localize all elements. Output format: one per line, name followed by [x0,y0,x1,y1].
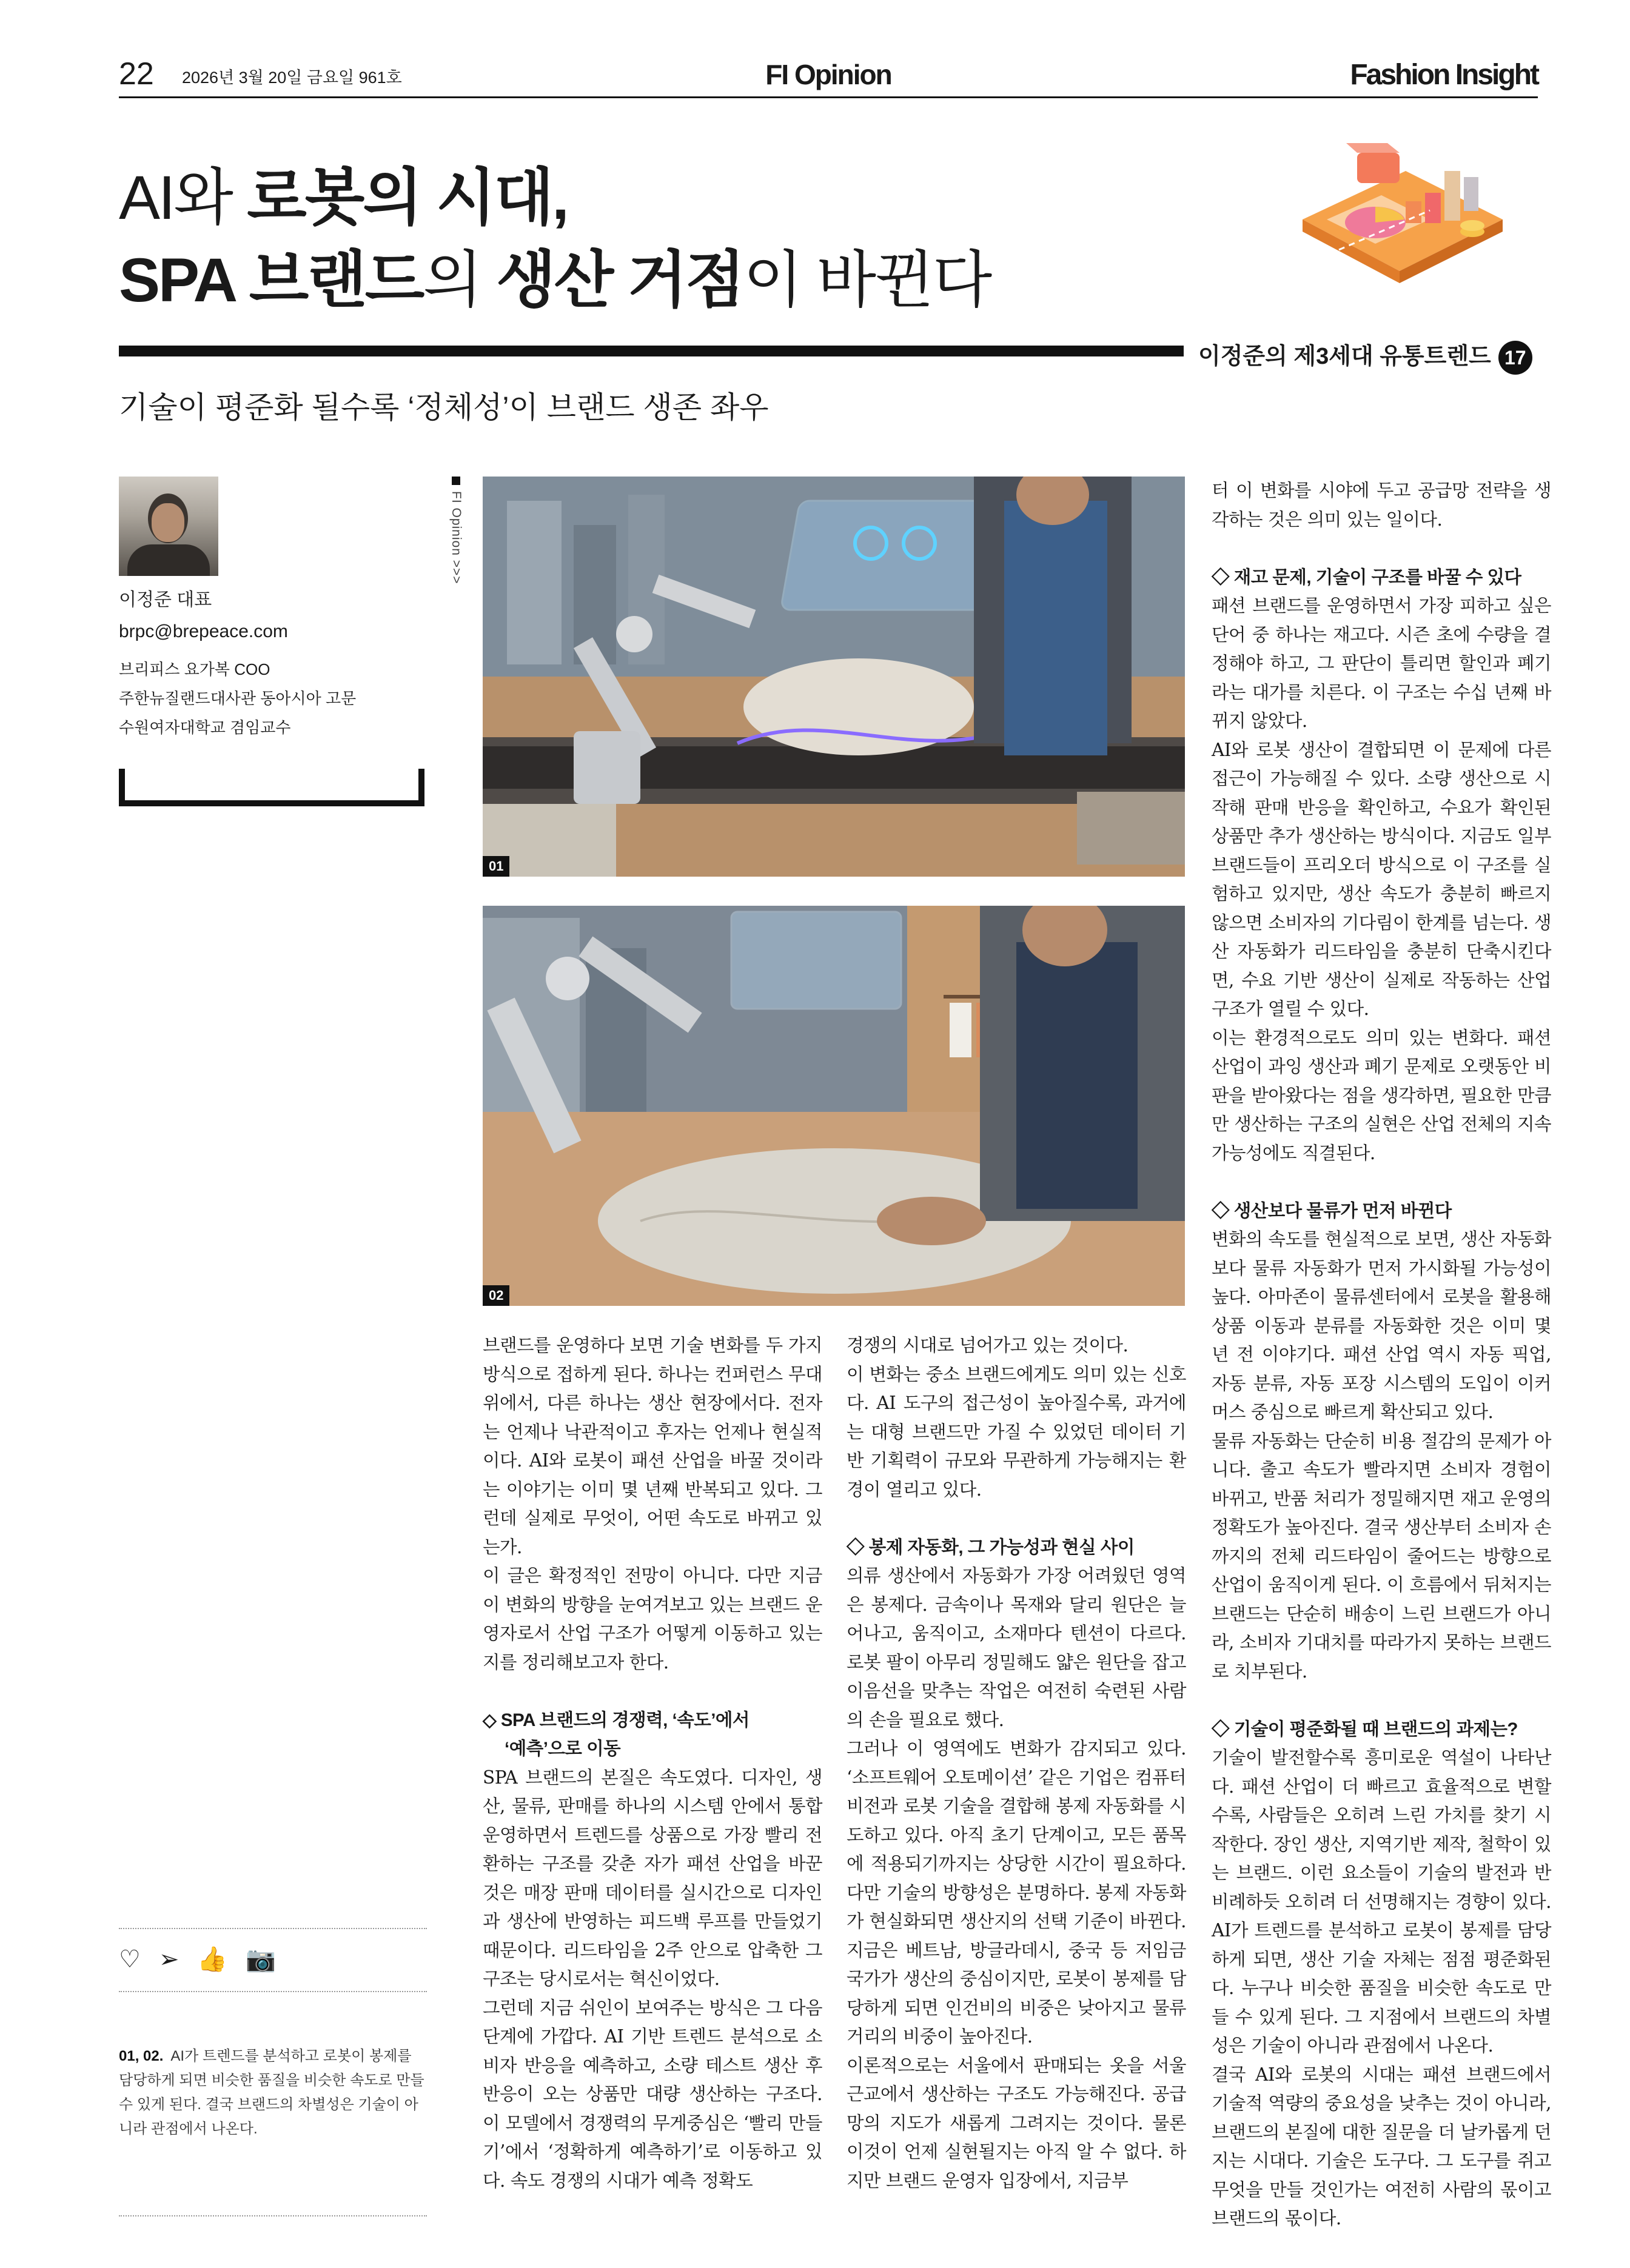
article-image-1 [483,477,1185,877]
paragraph: 그런데 지금 쉬인이 보여주는 방식은 그 다음 단계에 가깝다. AI 기반 트렌드 분석으로 소비자 반응을 예측하고, 소량 테스트 생산 후 반응이 오는 상품만 대량 생산하는 구조다. 이 모델에서 경쟁력의 무게중심은 ‘빨리 만들기’에서 ‘정확하게 예측하기’로 이동하고 있다. 속도 경쟁의 시대가 예측 정확도 [483,1997,822,2191]
paragraph: 터 이 변화를 시야에 두고 공급망 전략을 생각하는 것은 의미 있는 일이다. [1212,480,1551,530]
author-bracket [119,769,424,806]
section-heading: ◇ 기술이 평준화될 때 브랜드의 과제는? [1212,1719,1518,1739]
data-illustration-icon [1290,135,1509,286]
camera-icon[interactable]: 📷 [246,1945,276,1973]
paragraph: 패션 브랜드를 운영하면서 가장 피하고 싶은 단어 중 하나는 재고다. 시즌 초에 수량을 결정해야 하고, 그 판단이 틀리면 할인과 폐기라는 대가를 치른다. 이 구조는 수십 년째 바뀌지 않았다. [1212,595,1551,731]
section-heading: ◇ 재고 문제, 기술이 구조를 바꿀 수 있다 [1212,567,1521,587]
section-heading: ◇ SPA 브랜드의 경쟁력, ‘속도’에서 [483,1710,750,1730]
title-rule [119,346,1184,356]
section-heading: ◇ 생산보다 물류가 먼저 바뀐다 [1212,1200,1452,1221]
author-roles [119,655,356,742]
body-column-3 [1212,477,1551,2233]
author-role: 브리피스 요가복 COO [119,660,270,678]
author-email[interactable]: brpc@brepeace.com [119,621,288,641]
body-column-2 [847,1331,1186,2195]
heart-icon[interactable]: ♡ [119,1945,141,1973]
robot-arm-scene-2 [483,906,1185,1306]
divider [119,2215,427,2216]
paragraph: 물류 자동화는 단순히 비용 절감의 문제가 아니다. 출고 속도가 빨라지면 소비자 경험이 바뀌고, 반품 처리가 정밀해지면 재고 운영의 정확도가 높아진다. 결국 생산부터 소비자 손까지의 전체 리드타임이 줄어드는 방향으로 산업이 움직이게 된다. 이 흐름에서 뒤처지는 브랜드는 단순히 배송이 느린 브랜드가 아니라, 소비자 기대치를 따라가지 못하는 브랜드로 치부된다. [1212,1430,1551,1682]
author-role: 주한뉴질랜드대사관 동아시아 고문 [119,689,357,707]
paragraph: 경쟁의 시대로 넘어가고 있는 것이다. [847,1335,1129,1356]
paragraph: 결국 AI와 로봇의 시대는 패션 브랜드에서 기술적 역량의 중요성을 낮추는 것이 아니라, 브랜드의 본질에 대한 질문을 더 날카롭게 던지는 시대다. 기술은 도구다. 그 도구를 쥐고 무엇을 만들 것인가는 여전히 사람의 몫이고 브랜드의 몫이다. [1212,2064,1551,2229]
paragraph: 의류 생산에서 자동화가 가장 어려웠던 영역은 봉제다. 금속이나 목재와 달리 원단은 늘어나고, 움직이고, 소재마다 텐션이 다르다. 로봇 팔이 아무리 정밀해도 얇은 원단을 잡고 이음선을 맞추는 작업은 여전히 숙련된 사람의 손을 필요로 했다. [847,1565,1186,1730]
paragraph: SPA 브랜드의 본질은 속도였다. 디자인, 생산, 물류, 판매를 하나의 시스템 안에서 통합 운영하면서 트렌드를 상품으로 가장 빨리 전환하는 구조를 갖춘 자가 패션 산업을 바꾼 것은 매장 판매 데이터를 실시간으로 디자인과 생산에 반영하는 피드백 루프를 만들었기 때문이다. 리드타임을 2주 안으로 압축한 그 구조는 당시로서는 혁신이었다. [483,1767,822,1989]
share-toolbar [119,1946,276,1973]
paragraph: 이론적으로는 서울에서 판매되는 옷을 서울 근교에서 생산하는 구조도 가능해진다. 공급망의 지도가 새롭게 그려지는 것이다. 물론 이것이 언제 실현될지는 아직 알 수 없다. 하지만 브랜드 운영자 입장에서, 지금부 [847,2055,1186,2191]
headline-line-1: AI와 로봇의 시대, [119,163,568,232]
subheadline: 기술이 평준화 될수록 ‘정체성’이 브랜드 생존 좌우 [119,390,769,424]
section-title: FI Opinion [765,59,891,90]
paragraph: 변화의 속도를 현실적으로 보면, 생산 자동화보다 물류 자동화가 먼저 가시화될 가능성이 높다. 아마존이 물류센터에서 로봇을 활용해 상품 이동과 분류를 자동화한 것은 이미 몇 년 전 이야기다. 패션 산업 역시 자동 픽업, 자동 분류, 자동 포장 시스템의 도입이 이커머스 중심으로 빠르게 확산되고 있다. [1212,1229,1551,1422]
paragraph: 이는 환경적으로도 의미 있는 변화다. 패션 산업이 과잉 생산과 폐기 문제로 오랫동안 비판을 받아왔다는 점을 생각하면, 필요한 만큼만 생산하는 구조의 실현은 산업 전체의 지속가능성에도 직결된다. [1212,1027,1551,1163]
page-number: 22 [119,56,154,92]
divider [119,1928,427,1929]
paragraph: 그러나 이 영역에도 변화가 감지되고 있다. ‘소프트웨어 오토메이션’ 같은 기업은 컴퓨터 비전과 로봇 기술을 결합해 봉제 자동화를 시도하고 있다. 아직 초기 단계이고, 모든 품목에 적용되기까지는 상당한 시간이 필요하다. 다만 기술의 방향성은 분명하다. 봉제 자동화가 현실화되면 생산지의 선택 기준이 바뀐다. 지금은 베트남, 방글라데시, 중국 등 저임금 국가가 생산의 중심이지만, 로봇이 봉제를 담당하게 되면 인건비의 비중은 낮아지고 물류 거리의 비중이 높아진다. [847,1738,1186,2047]
paragraph: 이 글은 확정적인 전망이 아니다. 다만 지금 이 변화의 방향을 눈여겨보고 있는 브랜드 운영자로서 산업 구조가 어떻게 이동하고 있는지를 정리해보고자 한다. [483,1565,822,1673]
headline [119,156,990,321]
publication-logo: Fashion Insight [1350,59,1538,91]
page-header [119,56,1538,98]
caption-text: AI가 트렌드를 분석하고 로봇이 봉제를 담당하게 되면 비슷한 품질을 비슷한 속도로 만들 수 있게 된다. 결국 브랜드의 차별성은 기술이 아니라 관점에서 나온다. [119,2048,424,2137]
paragraph: AI와 로봇 생산이 결합되면 이 문제에 다른 접근이 가능해질 수 있다. 소량 생산으로 시작해 판매 반응을 확인하고, 수요가 확인된 상품만 추가 생산하는 방식이다. 지금도 일부 브랜드들이 프리오더 방식으로 이 구조를 실험하고 있지만, 생산 속도가 충분히 빠르지 않으면 소비자의 기다림이 한계를 넘는다. 생산 자동화가 리드타임을 충분히 단축시킨다면, 수요 기반 생산이 실제로 작동하는 산업 구조가 열릴 수 있다. [1212,739,1551,1019]
section-heading-cont: ‘예측’으로 이동 [505,1739,621,1759]
issue-date: 2026년 3월 20일 금요일 961호 [182,69,402,87]
image-tag: 01 [483,856,509,877]
headline-line-2: SPA 브랜드의 생산 거점이 바뀐다 [119,246,991,315]
author-info [119,584,288,647]
send-icon[interactable]: ➢ [158,1945,179,1973]
paragraph: 이 변화는 중소 브랜드에게도 의미 있는 신호다. AI 도구의 접근성이 높아질수록, 과거에는 대형 브랜드만 가질 수 있었던 데이터 기반 기획력이 규모와 무관하게 가능해지는 환경이 열리고 있다. [847,1363,1186,1500]
body-column-1 [483,1331,822,2195]
section-heading: ◇ 봉제 자동화, 그 가능성과 현실 사이 [847,1537,1135,1557]
paragraph: 브랜드를 운영하다 보면 기술 변화를 두 가지 방식으로 접하게 된다. 하나는 컨퍼런스 무대 위에서, 다른 하나는 생산 현장에서다. 전자는 언제나 낙관적이고 후자는 언제나 현실적이다. AI와 로봇이 패션 산업을 바꿀 것이라는 이야기는 이미 몇 년째 반복되고 있다. 그런데 실제로 무엇이, 어떤 속도로 바뀌고 있는가. [483,1335,822,1557]
article-image-2 [483,906,1185,1306]
image-tag: 02 [483,1285,509,1306]
series-label: 이정준의 제3세대 유통트렌드 17 [1198,337,1532,375]
series-number-badge: 17 [1498,341,1532,375]
author-role: 수원여자대학교 겸임교수 [119,718,291,737]
paragraph: 기술이 발전할수록 흥미로운 역설이 나타난다. 패션 산업이 더 빠르고 효율적으로 변할수록, 사람들은 오히려 느린 가치를 찾기 시작한다. 장인 생산, 지역기반 제작, 철학이 있는 브랜드. 이런 요소들이 기술의 발전과 반비례하듯 오히려 더 선명해지는 경향이 있다. AI가 트렌드를 분석하고 로봇이 봉제를 담당하게 되면, 생산 기술 자체는 점점 평준화된다. 누구나 비슷한 품질을 비슷한 속도로 만들 수 있게 된다. 그 지점에서 브랜드의 차별성은 기술이 아니라 관점에서 나온다. [1212,1747,1551,2056]
divider [119,1991,427,1992]
author-photo [119,477,218,576]
thumbs-up-icon[interactable]: 👍 [197,1945,228,1973]
caption-label: 01, 02. [119,2048,164,2064]
image-caption [119,2044,427,2141]
author-name: 이정준 대표 [119,590,212,610]
robot-arm-scene-1 [483,477,1185,877]
side-section-label: FI Opinion >>> [449,477,463,584]
